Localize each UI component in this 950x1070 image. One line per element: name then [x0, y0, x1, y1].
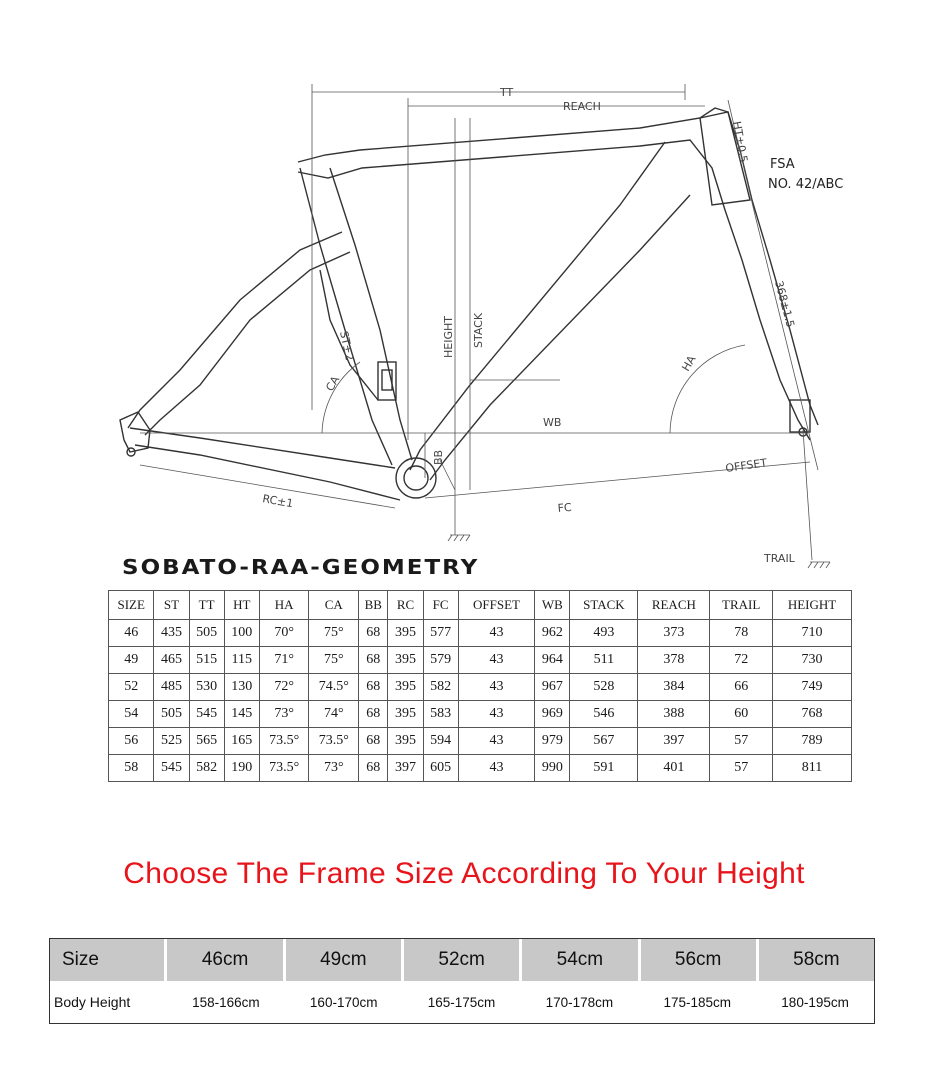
table-cell: 74.5° [309, 674, 359, 701]
ht-label: HT±0.5 [730, 120, 751, 164]
table-cell: 165 [224, 728, 259, 755]
geometry-header-ha: HA [259, 591, 309, 620]
table-cell: 397 [388, 755, 423, 782]
offset-label: OFFSET [724, 456, 768, 475]
table-cell: 730 [773, 647, 852, 674]
table-cell: 78 [710, 620, 773, 647]
size-chart-header-row [50, 939, 874, 981]
table-cell: 605 [423, 755, 458, 782]
table-cell: 68 [359, 647, 388, 674]
table-cell: 388 [638, 701, 710, 728]
table-cell: 46 [109, 620, 154, 647]
table-cell: 145 [224, 701, 259, 728]
table-cell: 373 [638, 620, 710, 647]
table-cell: 73.5° [309, 728, 359, 755]
table-cell: 68 [359, 674, 388, 701]
body-height-label: Body Height [54, 994, 131, 1010]
table-cell: 485 [154, 674, 189, 701]
table-cell: 130 [224, 674, 259, 701]
table-cell: 72° [259, 674, 309, 701]
table-cell: 525 [154, 728, 189, 755]
table-cell: 505 [189, 620, 224, 647]
table-cell: 710 [773, 620, 852, 647]
geometry-header-offset: OFFSET [458, 591, 535, 620]
table-cell: 465 [154, 647, 189, 674]
ha-label: HA [679, 353, 699, 374]
geometry-header-rc: RC [388, 591, 423, 620]
body-height-cell: 165-175cm [427, 994, 496, 1010]
fsa-label: FSA [770, 157, 795, 172]
table-cell: 401 [638, 755, 710, 782]
table-cell: 545 [189, 701, 224, 728]
geometry-header-bb: BB [359, 591, 388, 620]
table-cell: 583 [423, 701, 458, 728]
table-cell: 511 [570, 647, 638, 674]
table-cell: 395 [388, 620, 423, 647]
size-label: Size [50, 939, 164, 981]
table-cell: 68 [359, 728, 388, 755]
body-height-cell: 158-166cm [192, 994, 260, 1010]
table-cell: 962 [535, 620, 570, 647]
geometry-table [108, 590, 852, 782]
table-cell: 567 [570, 728, 638, 755]
table-cell: 43 [458, 647, 535, 674]
table-cell: 582 [423, 674, 458, 701]
table-cell: 43 [458, 674, 535, 701]
table-cell: 75° [309, 620, 359, 647]
fork-length-label: 368±1.5 [772, 279, 798, 329]
trail-label: TRAIL [764, 552, 795, 565]
table-cell: 811 [773, 755, 852, 782]
table-cell: 579 [423, 647, 458, 674]
table-cell: 964 [535, 647, 570, 674]
table-cell: 378 [638, 647, 710, 674]
table-cell: 68 [359, 755, 388, 782]
table-row [109, 755, 852, 782]
table-cell: 395 [388, 674, 423, 701]
table-cell: 530 [189, 674, 224, 701]
table-cell: 505 [154, 701, 189, 728]
table-cell: 528 [570, 674, 638, 701]
table-cell: 565 [189, 728, 224, 755]
size-cell: 56cm [641, 939, 756, 981]
table-cell: 395 [388, 728, 423, 755]
size-chart-height-row [50, 981, 874, 1023]
table-cell: 49 [109, 647, 154, 674]
table-cell: 395 [388, 647, 423, 674]
table-cell: 493 [570, 620, 638, 647]
table-cell: 594 [423, 728, 458, 755]
table-cell: 43 [458, 701, 535, 728]
geometry-header-tt: TT [189, 591, 224, 620]
table-cell: 70° [259, 620, 309, 647]
table-cell: 190 [224, 755, 259, 782]
body-height-cell: 180-195cm [781, 994, 849, 1010]
fc-label: FC [557, 500, 573, 515]
size-cell: 46cm [167, 939, 282, 981]
table-cell: 71° [259, 647, 309, 674]
table-cell: 75° [309, 647, 359, 674]
geometry-header-trail: TRAIL [710, 591, 773, 620]
table-cell: 60 [710, 701, 773, 728]
table-cell: 66 [710, 674, 773, 701]
table-cell: 52 [109, 674, 154, 701]
body-height-cell: 175-185cm [663, 994, 731, 1010]
table-cell: 545 [154, 755, 189, 782]
geometry-header-stack: STACK [570, 591, 638, 620]
table-cell: 789 [773, 728, 852, 755]
reach-label: REACH [563, 100, 601, 113]
table-cell: 73° [259, 701, 309, 728]
height-label: HEIGHT [442, 316, 455, 358]
table-cell: 435 [154, 620, 189, 647]
table-cell: 43 [458, 620, 535, 647]
size-chart [49, 938, 875, 1024]
ca-label: CA [323, 373, 343, 394]
table-cell: 100 [224, 620, 259, 647]
geometry-header-ca: CA [309, 591, 359, 620]
st-label: ST±2 [337, 329, 357, 362]
table-cell: 73° [309, 755, 359, 782]
table-cell: 384 [638, 674, 710, 701]
table-cell: 115 [224, 647, 259, 674]
size-cell: 52cm [404, 939, 519, 981]
table-cell: 56 [109, 728, 154, 755]
geometry-header-fc: FC [423, 591, 458, 620]
table-cell: 546 [570, 701, 638, 728]
table-cell: 72 [710, 647, 773, 674]
geometry-header-row [109, 591, 852, 620]
table-cell: 395 [388, 701, 423, 728]
table-cell: 969 [535, 701, 570, 728]
geometry-header-reach: REACH [638, 591, 710, 620]
table-cell: 73.5° [259, 728, 309, 755]
table-cell: 43 [458, 728, 535, 755]
geometry-header-size: SIZE [109, 591, 154, 620]
table-row [109, 728, 852, 755]
table-cell: 979 [535, 728, 570, 755]
table-cell: 57 [710, 728, 773, 755]
table-cell: 515 [189, 647, 224, 674]
table-cell: 74° [309, 701, 359, 728]
table-cell: 749 [773, 674, 852, 701]
table-cell: 397 [638, 728, 710, 755]
geometry-header-wb: WB [535, 591, 570, 620]
table-cell: 54 [109, 701, 154, 728]
table-cell: 73.5° [259, 755, 309, 782]
geometry-body [109, 620, 852, 782]
table-cell: 68 [359, 620, 388, 647]
table-cell: 58 [109, 755, 154, 782]
table-cell: 57 [710, 755, 773, 782]
size-cell: 49cm [286, 939, 401, 981]
rc-label: RC±1 [261, 492, 295, 511]
geometry-header-ht: HT [224, 591, 259, 620]
table-row [109, 647, 852, 674]
geometry-header-st: ST [154, 591, 189, 620]
table-cell: 967 [535, 674, 570, 701]
table-cell: 768 [773, 701, 852, 728]
wb-label: WB [543, 416, 562, 429]
table-cell: 577 [423, 620, 458, 647]
table-cell: 43 [458, 755, 535, 782]
table-cell: 582 [189, 755, 224, 782]
table-cell: 591 [570, 755, 638, 782]
size-cell: 54cm [522, 939, 637, 981]
body-height-cell: 160-170cm [309, 994, 378, 1010]
size-cell: 58cm [759, 939, 874, 981]
body-height-cell: 170-178cm [545, 994, 614, 1010]
table-cell: 68 [359, 701, 388, 728]
table-row [109, 674, 852, 701]
tt-label: TT [500, 86, 514, 99]
choose-size-heading: Choose The Frame Size According To Your Height [123, 857, 805, 890]
stack-label: STACK [472, 312, 485, 348]
bb-label: BB [432, 449, 445, 465]
geometry-title: SOBATO-RAA-GEOMETRY [122, 556, 480, 580]
geometry-header-height: HEIGHT [773, 591, 852, 620]
table-row [109, 620, 852, 647]
table-cell: 990 [535, 755, 570, 782]
fsa-model-label: NO. 42/ABC [768, 177, 844, 192]
table-row [109, 701, 852, 728]
